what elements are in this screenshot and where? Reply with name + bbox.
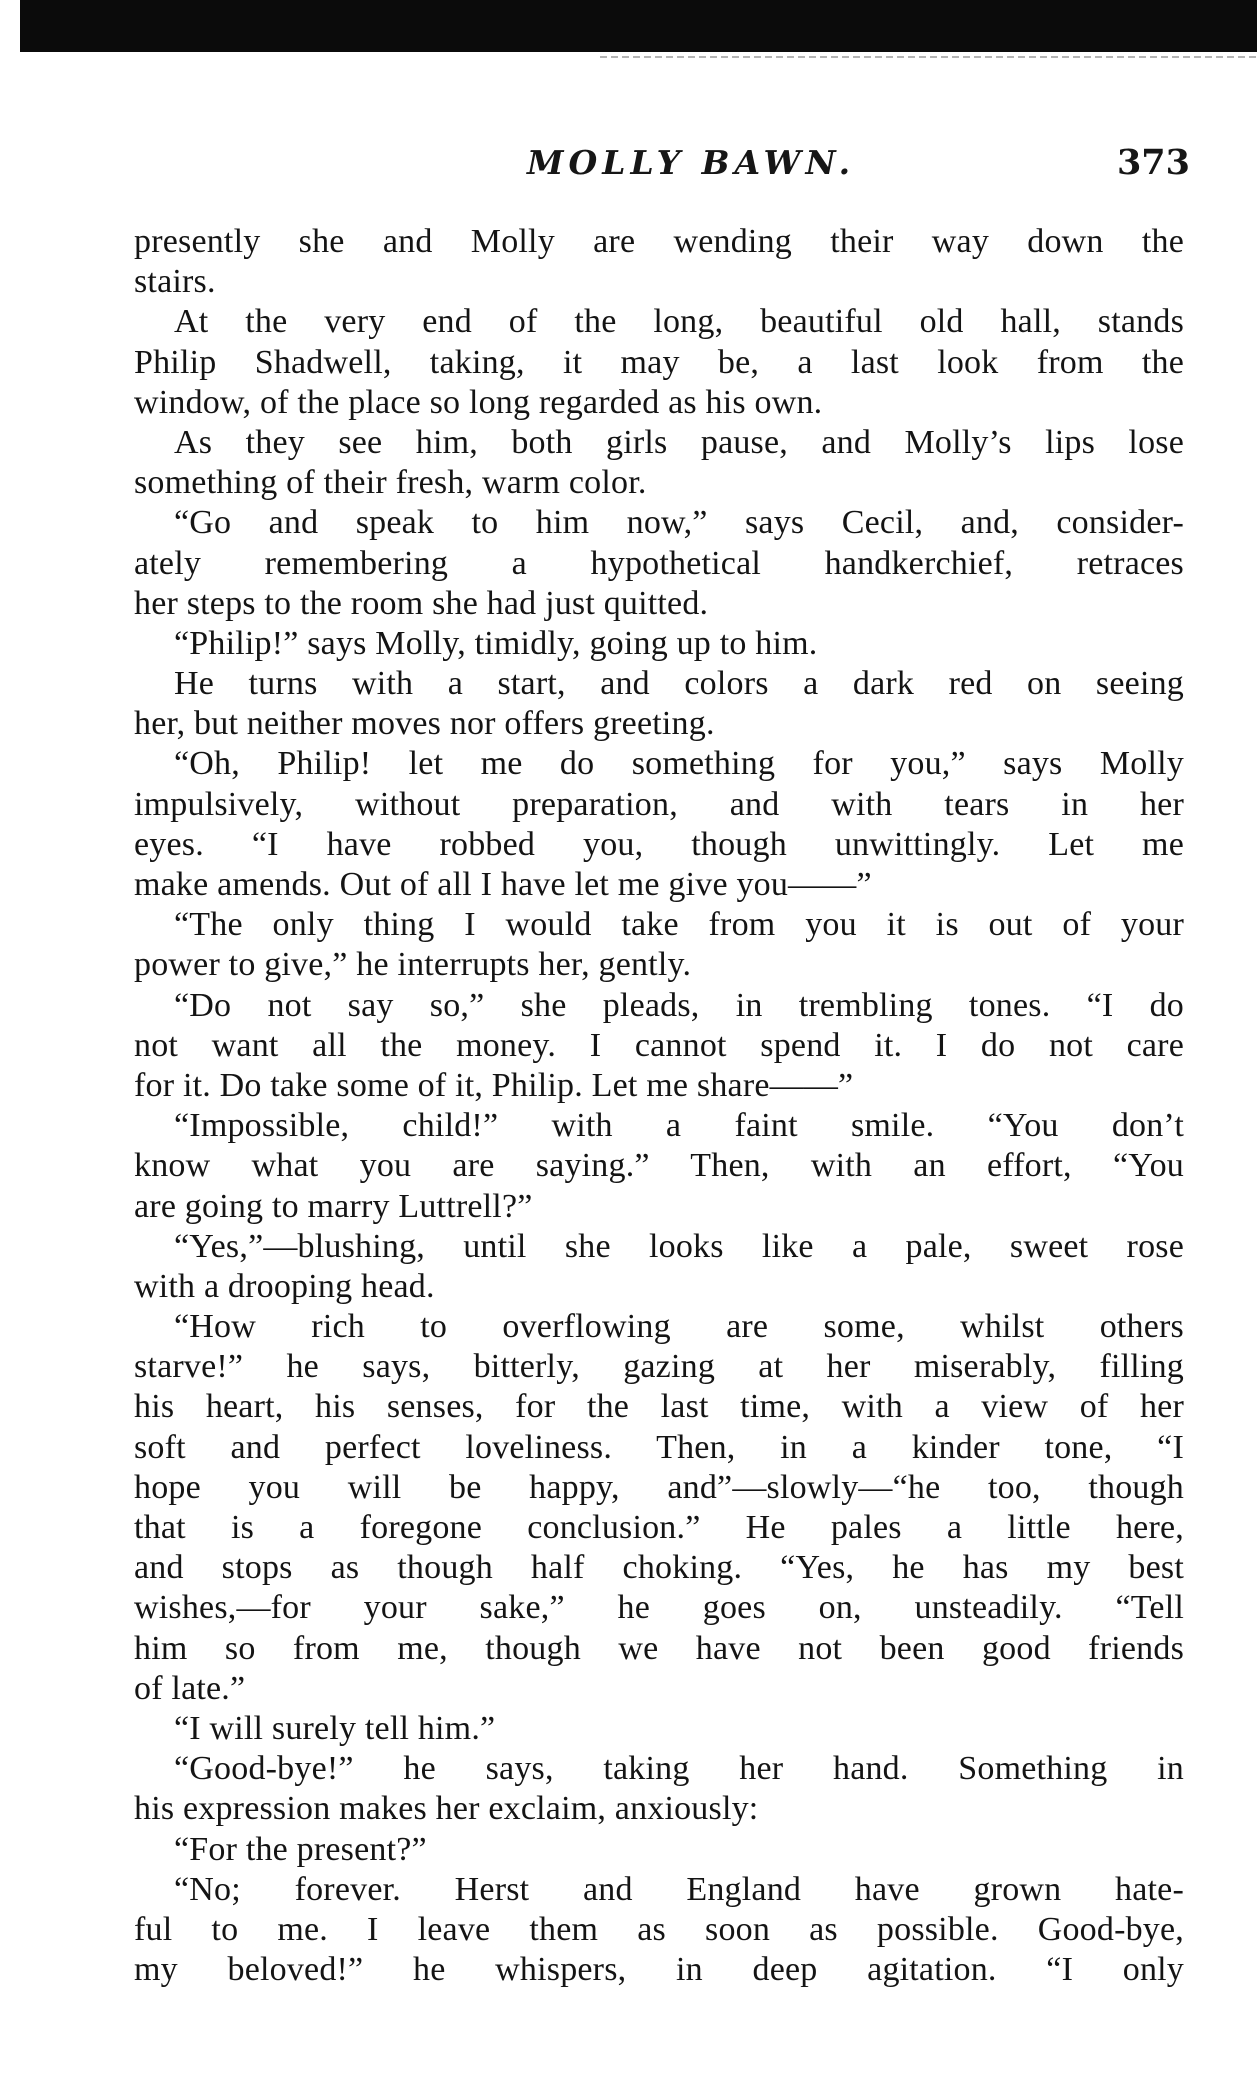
text-line: “The only thing I would take from you it is out of your [174,906,1184,944]
text-line: presently she and Molly are wending their way down the [134,223,1184,260]
text-line: “No; forever. Herst and England have grown hate- [174,1870,1184,1908]
text-line: of late.” [134,1669,246,1707]
text-line: ful to me. I leave them as soon as possible. Good-bye, [134,1910,1184,1948]
text-line: for it. Do take some of it, Philip. Let me share——” [134,1066,854,1104]
text-line: “For the present?” [174,1830,427,1868]
text-line: eyes. “I have robbed you, though unwittingly. Let me [134,825,1184,863]
text-line: impulsively, without preparation, and with tears in her [134,785,1184,823]
body-text [134,222,1184,1990]
text-line: “Oh, Philip! let me do something for you,” says Molly [174,745,1184,783]
text-line: stairs. [134,263,216,301]
text-line: are going to marry Luttrell?” [134,1187,533,1225]
text-line: my beloved!” he whispers, in deep agitation. “I only [134,1951,1184,1989]
text-line: power to give,” he interrupts her, gently. [134,946,692,984]
text-line: “Go and speak to him now,” says Cecil, and, consider- [174,504,1184,542]
text-line: At the very end of the long, beautiful old hall, stands [174,303,1184,341]
text-line: that is a foregone conclusion.” He pales a little here, [134,1509,1184,1546]
text-line: wishes,—for your sake,” he goes on, unsteadily. “Tell [134,1589,1184,1627]
text-line: make amends. Out of all I have let me give you——” [134,866,872,903]
text-line: her steps to the room she had just quitted. [134,584,709,622]
text-line: know what you are saying.” Then, with an effort, “You [134,1147,1184,1185]
text-line: soft and perfect loveliness. Then, in a kinder tone, “I [134,1428,1184,1466]
text-line: “Good-bye!” he says, taking her hand. Something in [174,1750,1184,1788]
running-title: MOLLY BAWN. [527,143,856,182]
text-line: something of their fresh, warm color. [134,464,647,502]
text-line: him so from me, though we have not been good friends [134,1629,1184,1667]
text-line: his expression makes her exclaim, anxiously: [134,1790,759,1828]
text-line: “Yes,”—blushing, until she looks like a pale, sweet rose [174,1227,1184,1265]
text-line: Philip Shadwell, taking, it may be, a last look from the [134,343,1184,381]
text-line: He turns with a start, and colors a dark red on seeing [174,665,1184,703]
text-line: with a drooping head. [134,1267,435,1305]
text-line: “Philip!” says Molly, timidly, going up to him. [174,624,818,662]
text-line: his heart, his senses, for the last time, with a view of her [134,1388,1184,1426]
text-line: window, of the place so long regarded as his own. [134,383,823,421]
running-head [130,140,1190,186]
page-number: 373 [1116,142,1190,183]
text-line: ately remembering a hypothetical handkerchief, retraces [134,544,1184,582]
text-line: not want all the money. I cannot spend it. I do not care [134,1026,1184,1064]
text-line: “How rich to overflowing are some, whilst others [174,1308,1184,1346]
text-line: “Do not say so,” she pleads, in trembling tones. “I do [174,986,1184,1024]
text-line: “Impossible, child!” with a faint smile. “You don’t [174,1107,1184,1145]
top-border-bar [20,0,1257,52]
text-line: As they see him, both girls pause, and Molly’s lips lose [174,423,1184,461]
text-line: “I will surely tell him.” [174,1709,496,1747]
text-line: hope you will be happy, and”—slowly—“he too, though [134,1468,1184,1506]
top-dashed-rule [600,56,1257,58]
text-line: starve!” he says, bitterly, gazing at her miserably, filling [134,1348,1184,1386]
text-line: her, but neither moves nor offers greeting. [134,705,715,743]
text-line: and stops as though half choking. “Yes, he has my best [134,1549,1184,1587]
